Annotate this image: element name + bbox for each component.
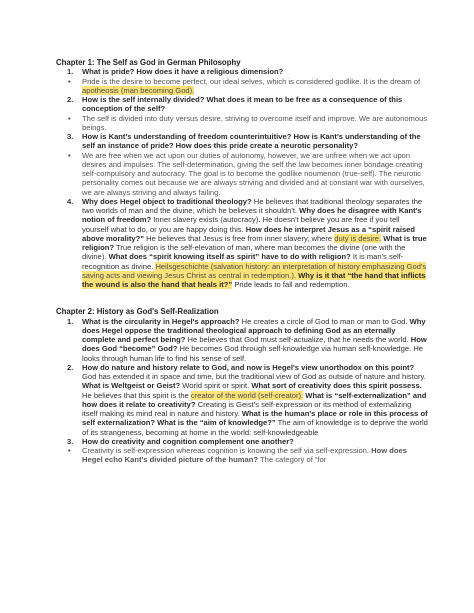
ch2-q1-number: 1. — [67, 316, 74, 326]
ch2-q3-number: 3. — [67, 436, 74, 446]
ch2-q2-highlight-creator: creator of the world (self-creator). — [190, 390, 304, 400]
ch2-q3-question-b: How does Hegel echo Kant's divided picture of the human? — [82, 446, 407, 465]
chapter-1-title: Chapter 1: The Self as God in German Philosophy — [56, 58, 241, 67]
ch1-q4-question-b: Why does he disagree with Kant's notion of freedom? — [82, 206, 422, 225]
ch1-q1-answer-text: Pride is the desire to become perfect, our ideal selves, which is considered godlike. It is the dream of — [82, 76, 421, 86]
ch1-q4-text-c: He believes that Jesus is free from inner slavery, where — [144, 233, 335, 243]
ch1-q4-highlight-duty: duty is desire. — [334, 233, 382, 243]
ch2-q2-question-d: What is “self-externalization” and how does it relate to creativity? — [82, 390, 427, 409]
ch2-q2-question-c: What sort of creativity does this spirit possess. — [251, 381, 422, 391]
ch2-q1-question-b: Why does Hegel oppose the traditional theological approach to defining God as an eternally complete and perfect being? — [82, 316, 426, 344]
ch1-q1-number: 1. — [67, 67, 74, 77]
ch2-q1-question-c: How does God “become” God? — [82, 335, 427, 354]
ch1-q2-answer — [56, 114, 428, 133]
ch1-q4-text-b: Inner slavery exists (autocracy). He doesn't believe you are free if you tell yourself what to do, or you are happy doing this. — [82, 215, 400, 234]
ch1-q4-highlight-text: Heilsgeschichte (salvation history: an interpretation of history emphasizing God's saving acts and viewing Jesus Christ as central in redemption.). — [82, 261, 427, 280]
document-body — [56, 58, 428, 465]
ch1-question-4 — [56, 197, 428, 290]
ch1-q4-text-a: He believes that traditional theology separates the two worlds of man and the divine, which he believes it shouldn't. — [82, 196, 423, 215]
ch1-question-1 — [56, 67, 428, 76]
ch2-q1-text-c: He becomes God through self-knowledge via human self-knowledge. He looks through human life to find his sense of self. — [82, 344, 424, 363]
ch1-q4-question-e: What does “spirit knowing itself as spirit” have to do with religion? — [108, 252, 351, 262]
chapter-2-title: Chapter 2: History as God's Self-Realization — [56, 307, 219, 317]
ch1-q3-answer-text: We are free when we act upon our duties of autonomy, however, we are unfree when we act upon desires and impulses. The self-determination, giving the self the law becomes inner bondage creating self-compulsory and autocracy. The goal is to become the godlike noumenon (true-self). The neurotic personality comes out because we are always striving and divided and at constant war with ourselves, we are always striving and always failing. — [82, 150, 425, 197]
ch1-q4-text-f: Pride leads to fall and redemption. — [232, 280, 350, 289]
ch1-q4-question-d: What is true religion? — [82, 233, 427, 252]
ch1-q2-answer-text: The self is divided into duty versus desire, striving to overcome itself and improve. We are autonomous beings. — [82, 113, 428, 132]
ch1-q3-number: 3. — [67, 132, 74, 141]
ch2-q2-question-a: How do nature and history relate to God, and now is Hegel's view unorthodox on this point? — [82, 362, 415, 372]
ch1-q2-number: 2. — [67, 95, 74, 104]
ch2-q2-question-b: What is Weltgeist or Geist? — [82, 381, 181, 391]
ch1-q4-text-d: True religion is the self-elevation of man, where man becomes the divine (one with the divine). — [82, 243, 406, 262]
ch2-q2-text-d: Creating is Geist's self-expression or its method of externalizing itself making its mind real in nature and history. — [82, 399, 412, 418]
ch2-q2-number: 2. — [67, 362, 74, 372]
ch2-question-2 — [56, 363, 428, 437]
ch2-q2-text-a: God has extended it in space and time, but the traditional view of God as outside of nature and history. — [82, 372, 426, 381]
ch1-q4-text-e: It is man's self-recognition as divine. — [82, 252, 404, 271]
ch2-q3-text: How do creativity and cognition complement one another? — [82, 436, 294, 446]
ch1-q3-answer — [56, 151, 428, 197]
ch1-q4-question-f: Why is it that “the hand that inflicts the wound is also the hand that heals it?” — [82, 270, 426, 289]
bullet-icon: • — [68, 113, 71, 123]
ch1-q4-number: 4. — [67, 196, 74, 206]
ch2-question-1 — [56, 317, 428, 363]
ch1-q1-highlight: apotheosis (man becoming God). — [82, 85, 195, 95]
ch2-q1-text-a: He creates a circle of God to man or man to God. — [239, 316, 410, 326]
bullet-icon: • — [68, 150, 71, 160]
ch2-q2-question-e: What is the human's place or role in this process of self externalization? What is the “aim of knowledge?” — [82, 409, 428, 428]
ch2-q3-answer-text: Creativity is self-expression whereas cognition is knowing the self via self-expression. — [82, 446, 372, 455]
ch1-q4-question-a: Why does Hegel object to traditional theology? — [82, 196, 252, 206]
ch2-q1-question-a: What is the circularity in Hegel's approach? — [82, 316, 240, 326]
ch1-question-2 — [56, 95, 428, 114]
chapter-spacer — [56, 289, 428, 307]
ch1-q1-answer — [56, 77, 428, 96]
ch1-q4-question-c: How does he interpret Jesus as a “spirit raised above morality?” — [82, 224, 416, 243]
ch2-q1-text-b: He believes that God must self-actualize, that he needs the world. — [185, 335, 411, 344]
ch2-q2-text-b: World spirit or spirit. — [180, 381, 252, 391]
ch1-question-3 — [56, 132, 428, 151]
bullet-icon: • — [68, 76, 71, 86]
ch2-question-3 — [56, 437, 428, 446]
ch2-q2-text-c: He believes that this spirit is the — [82, 390, 191, 400]
ch2-q3-answer — [56, 446, 428, 465]
ch1-q3-text: How is Kant's understanding of freedom counterintuitive? How is Kant's understanding of the self an instance of pride? How does this pride create a neurotic personality? — [82, 132, 421, 151]
ch1-q2-text: How is the self internally divided? What does it mean to be free as a consequence of this conception of the self? — [82, 95, 403, 114]
bullet-icon: • — [68, 446, 71, 455]
ch2-q2-text-e: The aim of knowledge is to deprive the world of its strangeness, becoming at home in the world: self-knowledgeable — [82, 418, 428, 437]
ch2-q3-answer-b: The category of “for — [258, 455, 327, 465]
ch1-q1-text: What is pride? How does it have a religious dimension? — [82, 67, 284, 77]
